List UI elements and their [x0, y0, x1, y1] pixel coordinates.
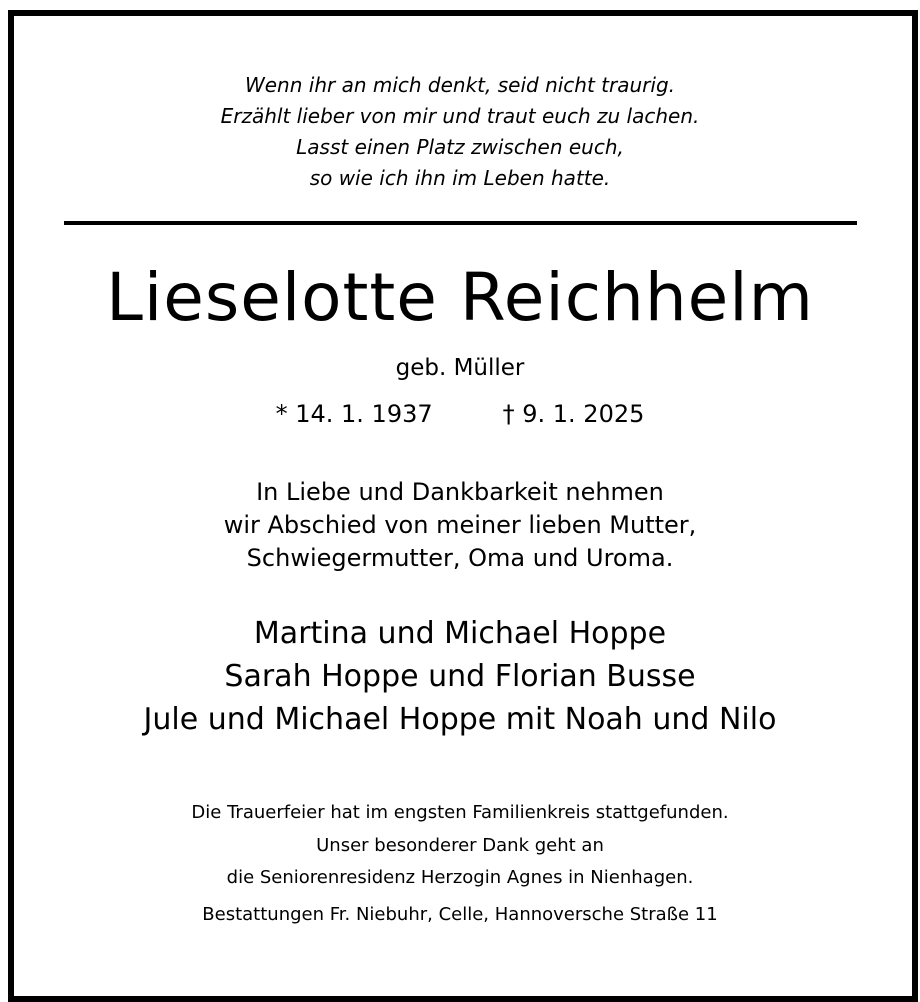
undertaker-line: Bestattungen Fr. Niebuhr, Celle, Hannoversche Straße 11	[202, 904, 718, 925]
notice-line-1: Die Trauerfeier hat im engsten Familienkreis stattgefunden.	[191, 802, 729, 823]
motto-line-4: so wie ich ihn im Leben hatte.	[309, 166, 611, 190]
farewell-line-3: Schwiegermutter, Oma und Uroma.	[246, 544, 674, 572]
motto-line-2: Erzählt lieber von mir und traut euch zu lachen.	[220, 104, 700, 128]
family-line-1: Martina und Michael Hoppe	[253, 616, 667, 651]
farewell-line-2: wir Abschied von meiner lieben Mutter,	[223, 511, 697, 539]
farewell-line-1: In Liebe und Dankbarkeit nehmen	[256, 478, 664, 506]
family-line-3: Jule und Michael Hoppe mit Noah und Nilo	[143, 702, 777, 737]
notice-line-2: Unser besonderer Dank geht an	[316, 835, 604, 856]
notice-line-3: die Seniorenresidenz Herzogin Agnes in Nienhagen.	[226, 867, 694, 888]
birth-date: * 14. 1. 1937	[275, 400, 433, 428]
motto-line-3: Lasst einen Platz zwischen euch,	[296, 135, 624, 159]
death-date: † 9. 1. 2025	[502, 400, 645, 428]
motto-line-1: Wenn ihr an mich denkt, seid nicht traurig.	[244, 73, 676, 97]
divider-rule	[64, 221, 857, 225]
deceased-name: Lieselotte Reichhelm	[106, 259, 814, 336]
family-line-2: Sarah Hoppe und Florian Busse	[224, 659, 696, 694]
life-dates	[0, 397, 920, 431]
birth-name: geb. Müller	[395, 355, 525, 381]
